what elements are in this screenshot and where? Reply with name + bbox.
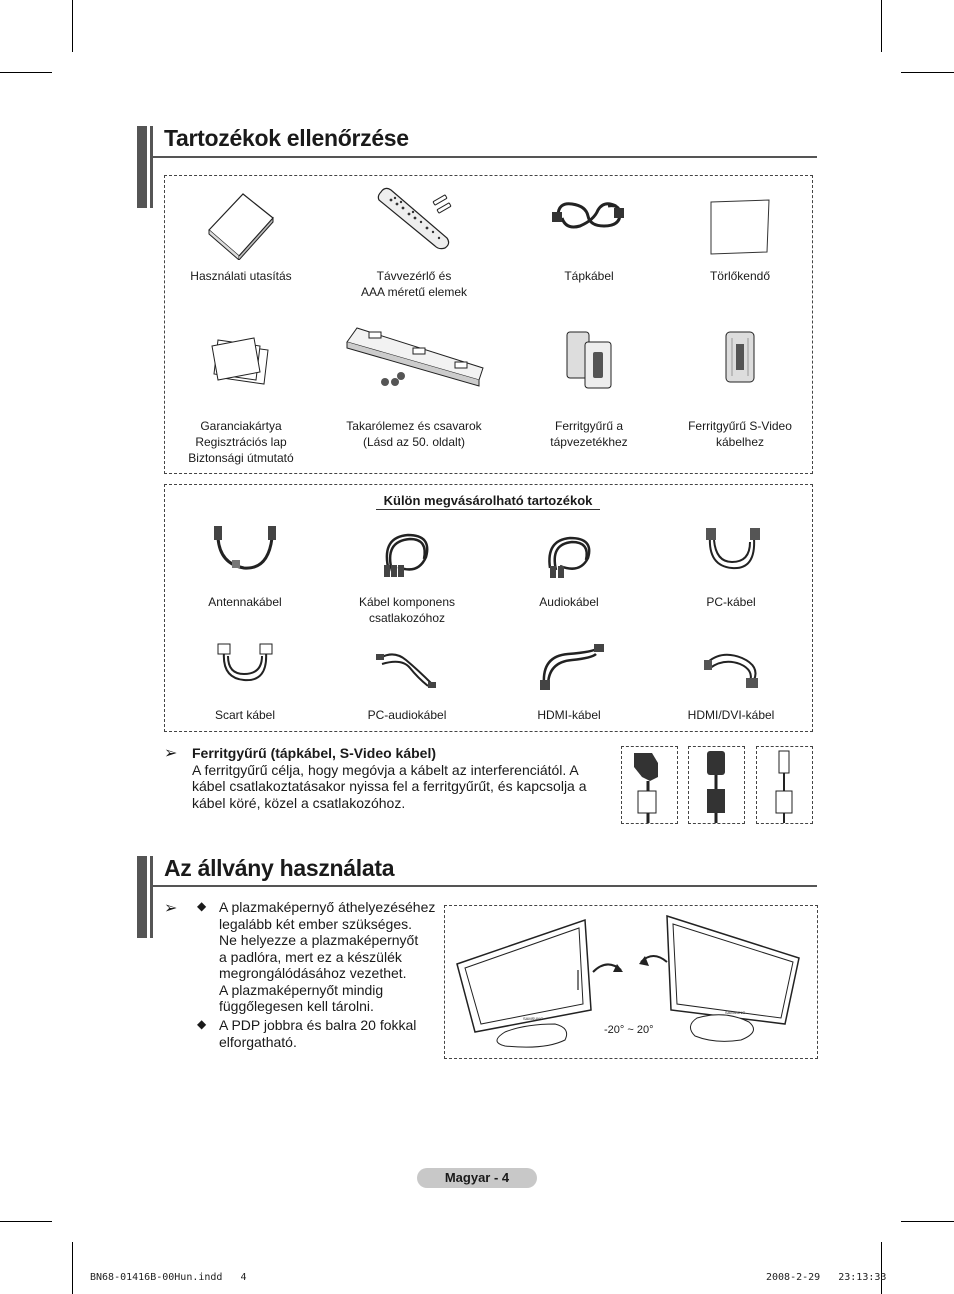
- caption-hdmi: HDMI-kábel: [537, 708, 601, 722]
- caption-ferrite-power: Ferritgyűrű a tápvezetékhez: [550, 419, 628, 449]
- ferrite-illustration-3: [756, 746, 813, 824]
- ferrite-note-line: kábel köré, közel a csatlakozóhoz.: [192, 794, 406, 811]
- hdmi-cable-icon: [538, 644, 604, 692]
- caption-audio: Audiokábel: [539, 595, 599, 609]
- section-marker: [150, 126, 153, 208]
- bullet-line: függőlegesen kell tárolni.: [219, 998, 374, 1014]
- pc-cable-icon: [702, 526, 762, 578]
- ferrite-core-svideo-icon: [724, 330, 756, 384]
- antenna-cable-icon: [210, 524, 280, 574]
- ferrite-core-power-icon: [565, 330, 613, 390]
- crop-mark: [0, 1221, 52, 1222]
- caption-cards: Garanciakártya Regisztrációs lap Biztonsági útmutató: [188, 419, 294, 465]
- caption-ferrite-svideo: Ferritgyűrű S-Video kábelhez: [688, 419, 792, 449]
- scart-cable-icon: [214, 642, 276, 688]
- caption-antenna: Antennakábel: [208, 595, 282, 609]
- optional-title: Külön megvásárolható tartozékok: [376, 493, 600, 510]
- manual-icon: [205, 190, 275, 260]
- title-rule: [150, 885, 817, 887]
- crop-mark: [72, 1242, 73, 1294]
- cover-screws-icon: [343, 326, 487, 392]
- cloth-icon: [707, 198, 773, 256]
- section-marker: [150, 856, 153, 938]
- ferrite-illustration-2: [688, 746, 745, 824]
- pc-audio-cable-icon: [374, 646, 438, 690]
- caption-scart: Scart kábel: [214, 708, 276, 722]
- footer-timestamp: 2008-2-29 23:13:33: [766, 1272, 887, 1283]
- crop-mark: [0, 72, 52, 73]
- caption-power-cable: Tápkábel: [564, 269, 614, 283]
- bullet-line: elforgatható.: [219, 1033, 297, 1050]
- caption-hdmi-dvi: HDMI/DVI-kábel: [687, 708, 775, 722]
- section-marker: [137, 856, 147, 938]
- ferrite-plug-icon: [622, 747, 677, 823]
- caption-cloth: Törlőkendő: [709, 269, 771, 283]
- bullet-icon: ◆: [197, 1017, 207, 1031]
- remote-control-icon: [375, 186, 455, 252]
- crop-mark: [881, 1242, 882, 1294]
- ferrite-note-line: A ferritgyűrű célja, hogy megóvja a kábelt az interferenciától. A: [192, 761, 579, 778]
- rotation-range-label: -20° ~ 20°: [604, 1024, 654, 1036]
- bullet-line: A PDP jobbra és balra 20 fokkal: [219, 1017, 417, 1033]
- bullet-line: A plazmaképernyő áthelyezéséhez: [219, 899, 436, 915]
- ferrite-illustration-1: [621, 746, 678, 824]
- page-number-badge: Magyar - 4: [417, 1168, 537, 1188]
- caption-component: Kábel komponens csatlakozóhoz: [358, 595, 456, 625]
- tv-brand-right: SAMSUNG: [725, 1010, 746, 1015]
- note-arrow-icon: ➢: [164, 900, 178, 917]
- footer-filename: BN68-01416B-00Hun.indd 4: [90, 1272, 247, 1283]
- ferrite-power-plug-icon: [689, 747, 744, 823]
- crop-mark: [881, 0, 882, 52]
- bullet-line: A plazmaképernyőt mindig: [219, 981, 384, 998]
- tv-brand-left: SAMSUNG: [523, 1016, 544, 1021]
- crop-mark: [901, 72, 954, 73]
- audio-cable-icon: [542, 528, 598, 578]
- caption-pc-cable: PC-kábel: [706, 595, 756, 609]
- ferrite-note-line: kábel csatlakoztatásakor nyissa fel a ferritgyűrűt, és kapcsolja a: [192, 778, 587, 794]
- bullet-line: legalább két ember szükséges.: [219, 915, 412, 932]
- stand-bullet-2: [219, 1017, 416, 1050]
- ferrite-svideo-plug-icon: [757, 747, 812, 823]
- bullet-line: a padlóra, mert ez a készülék: [219, 948, 402, 965]
- cards-icon: [210, 336, 272, 386]
- hdmi-dvi-cable-icon: [702, 648, 762, 690]
- caption-pc-audio: PC-audiokábel: [367, 708, 447, 722]
- caption-manual: Használati utasítás: [190, 269, 292, 283]
- stand-bullet-1: [219, 899, 435, 1015]
- crop-mark: [901, 1221, 954, 1222]
- bullet-line: megrongálódásához vezethet.: [219, 965, 407, 981]
- ferrite-note: [192, 745, 587, 811]
- title-rule: [150, 156, 817, 158]
- section-marker: [137, 126, 147, 208]
- section-title-stand: Az állvány használata: [164, 855, 395, 881]
- note-arrow-icon: ➢: [164, 745, 178, 762]
- caption-remote: Távvezérlő és AAA méretű elemek: [360, 269, 468, 299]
- crop-mark: [72, 0, 73, 52]
- power-cable-icon: [550, 196, 626, 236]
- bullet-icon: ◆: [197, 899, 207, 913]
- caption-cover: Takarólemez és csavarok (Lásd az 50. oldalt): [346, 419, 482, 449]
- ferrite-note-title: Ferritgyűrű (tápkábel, S-Video kábel): [192, 745, 437, 761]
- bullet-line: Ne helyezze a plazmaképernyőt: [219, 932, 419, 948]
- section-title-accessories: Tartozékok ellenőrzése: [164, 125, 409, 151]
- component-cable-icon: [378, 527, 436, 579]
